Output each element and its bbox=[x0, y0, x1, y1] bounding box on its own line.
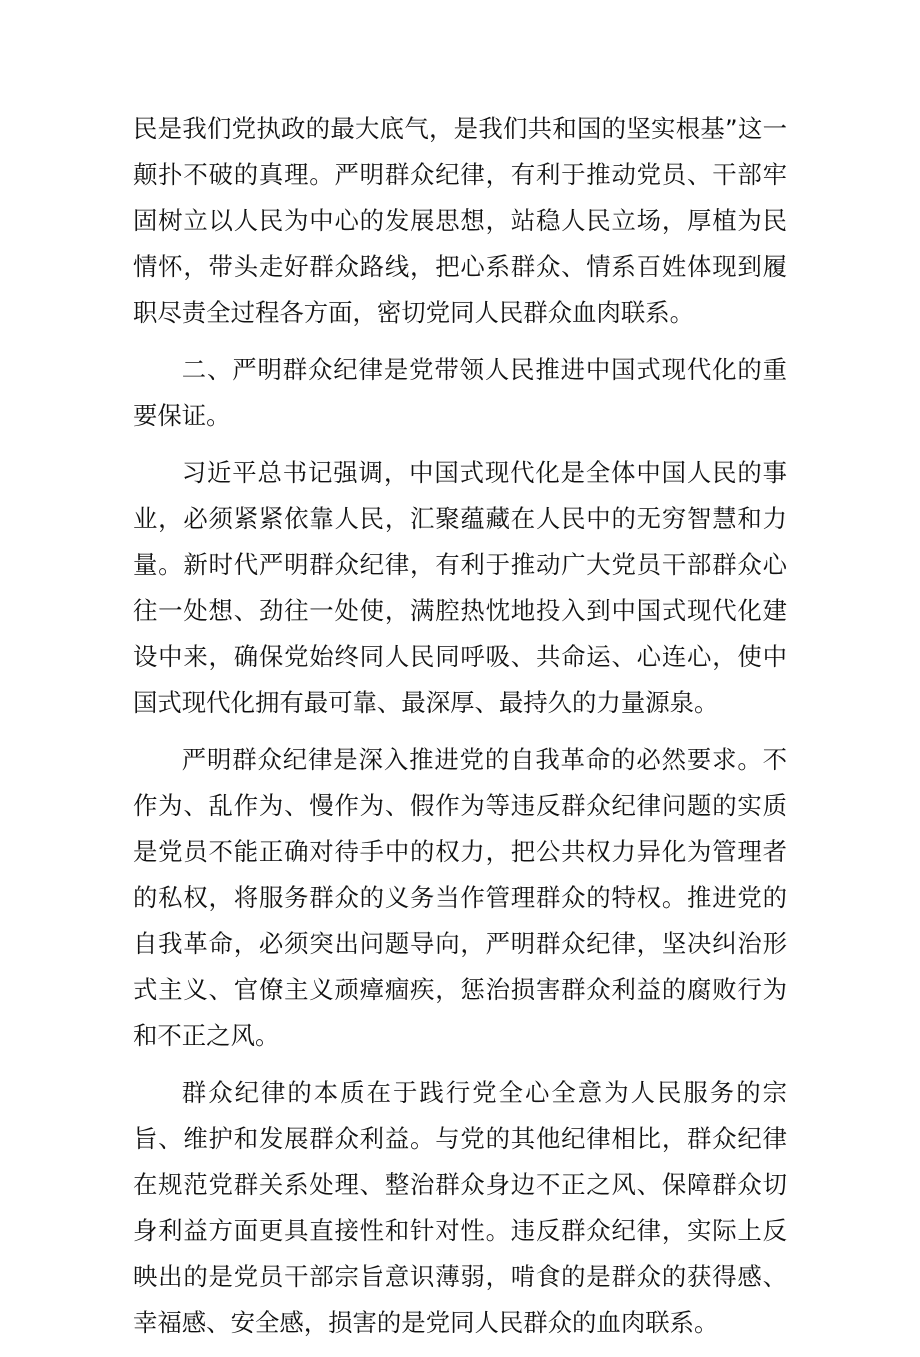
paragraph-5: 群众纪律的本质在于践行党全心全意为人民服务的宗旨、维护和发展群众利益。与党的其他纪律相比，群众纪律在规范党群关系处理、整治群众身边不正之风、保障群众切身利益方面更具直接性和针对性。违反群众纪律，实际上反映出的是党员干部宗旨意识薄弱，啃食的是群众的获得感、幸福感、安全感，损害的是党同人民群众的血肉联系。 bbox=[133, 1078, 787, 1337]
paragraph-2-heading: 二、严明群众纪律是党带领人民推进中国式现代化的重要保证。 bbox=[133, 355, 787, 430]
paragraph-1: 民是我们党执政的最大底气，是我们共和国的坚实根基”这一颠扑不破的真理。严明群众纪律，有利于推动党员、干部牢固树立以人民为中心的发展思想，站稳人民立场，厚植为民情怀，带头走好群众路线，把心系群众、情系百姓体现到履职尽责全过程各方面，密切党同人民群众血肉联系。 bbox=[133, 114, 787, 327]
paragraph-3: 习近平总书记强调，中国式现代化是全体中国人民的事业，必须紧紧依靠人民，汇聚蕴藏在人民中的无穷智慧和力量。新时代严明群众纪律，有利于推动广大党员干部群众心往一处想、劲往一处使，满腔热忱地投入到中国式现代化建设中来，确保党始终同人民同呼吸、共命运、心连心，使中国式现代化拥有最可靠、最深厚、最持久的力量源泉。 bbox=[133, 458, 787, 717]
paragraph-4: 严明群众纪律是深入推进党的自我革命的必然要求。不作为、乱作为、慢作为、假作为等违反群众纪律问题的实质是党员不能正确对待手中的权力，把公共权力异化为管理者的私权，将服务群众的义务当作管理群众的特权。推进党的自我革命，必须突出问题导向，严明群众纪律，坚决纠治形式主义、官僚主义顽瘴痼疾，惩治损害群众利益的腐败行为和不正之风。 bbox=[133, 745, 787, 1050]
body-text bbox=[133, 106, 787, 1357]
